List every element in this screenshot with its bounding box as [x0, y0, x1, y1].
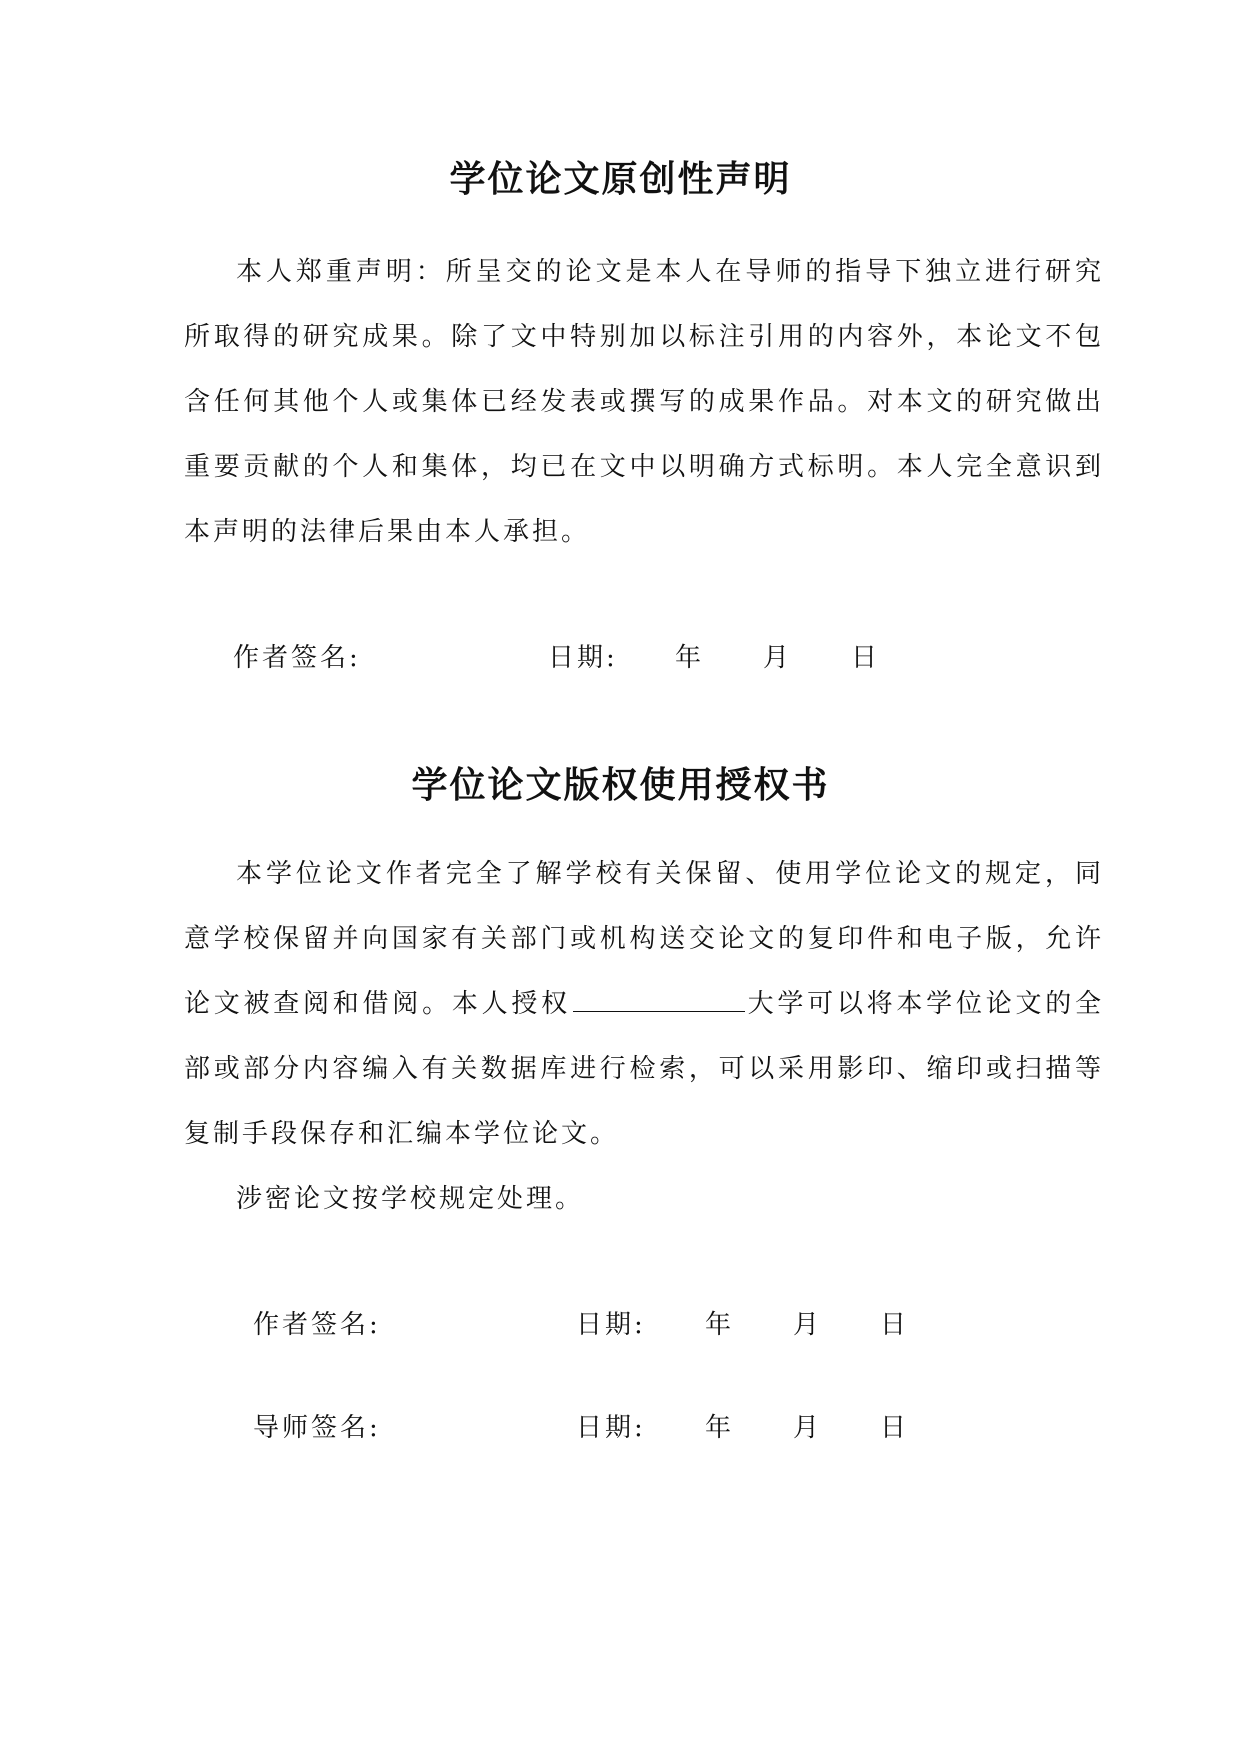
day-label: 日: [880, 1413, 910, 1443]
date-label: 日期:: [548, 643, 618, 673]
date-label: 日期:: [576, 1413, 646, 1443]
author-signature-label: 作者签名:: [233, 643, 361, 673]
authorization-body-part1: 本学位论文作者完全了解学校有关保留、使用学位论文的规定，同意学校保留并向国家有关部门或机构送交论文的复印件和电子版，允许论文被查阅和借阅。本人授权: [184, 859, 1104, 1019]
authorization-body-part2: 大学可以将本学位论文的全部或部分内容编入有关数据库进行检索，可以采用影印、缩印或扫描等复制手段保存和汇编本学位论文。: [184, 989, 1104, 1149]
supervisor-signature-label: 导师签名:: [253, 1413, 381, 1443]
year-label: 年: [705, 1413, 735, 1443]
date-label: 日期:: [576, 1310, 646, 1340]
declaration-signature-row: [0, 638, 1241, 678]
year-label: 年: [705, 1310, 735, 1340]
confidential-note: 涉密论文按学校规定处理。: [236, 1184, 585, 1214]
author-signature-label: 作者签名:: [253, 1310, 381, 1340]
authorization-body: [184, 842, 1104, 1167]
declaration-title: 学位论文原创性声明: [449, 159, 792, 200]
authorization-supervisor-signature-row: [0, 1408, 1241, 1448]
university-name-blank: [573, 989, 745, 1012]
year-label: 年: [675, 643, 705, 673]
authorization-author-signature-row: [0, 1305, 1241, 1345]
day-label: 日: [851, 643, 881, 673]
month-label: 月: [793, 1310, 823, 1340]
declaration-body: 本人郑重声明：所呈交的论文是本人在导师的指导下独立进行研究所取得的研究成果。除了文中特别加以标注引用的内容外，本论文不包含任何其他个人或集体已经发表或撰写的成果作品。对本文的研究做出重要贡献的个人和集体，均已在文中以明确方式标明。本人完全意识到本声明的法律后果由本人承担。: [184, 257, 1104, 547]
month-label: 月: [793, 1413, 823, 1443]
authorization-title: 学位论文版权使用授权书: [411, 765, 830, 806]
day-label: 日: [880, 1310, 910, 1340]
month-label: 月: [763, 643, 793, 673]
